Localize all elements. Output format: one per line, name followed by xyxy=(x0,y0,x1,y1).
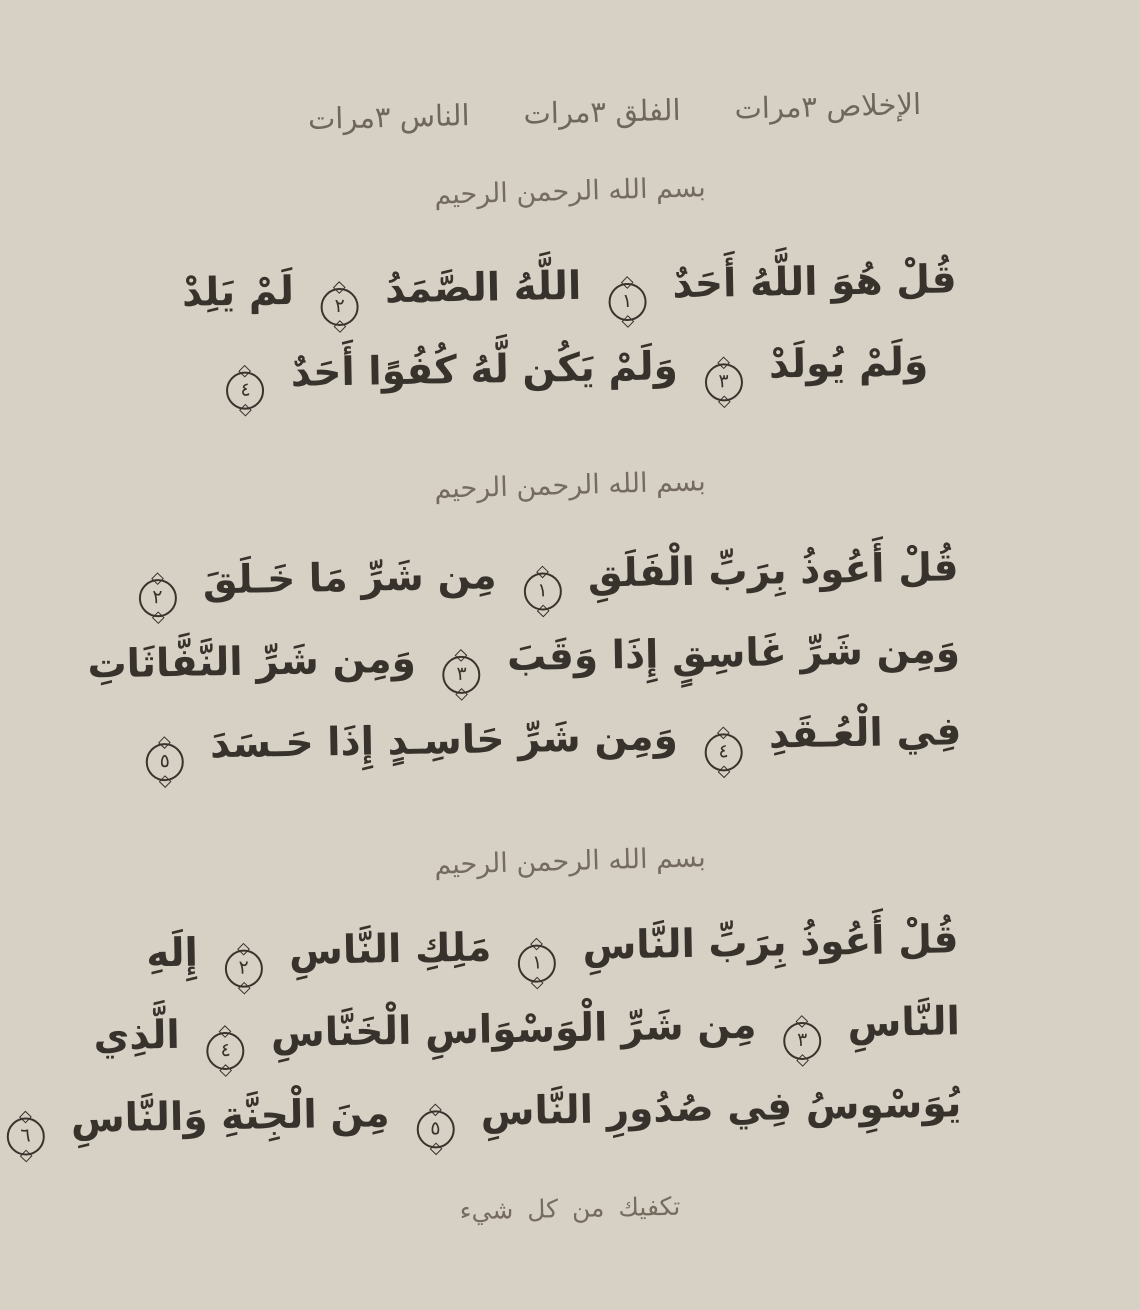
verse-line xyxy=(179,239,960,335)
verse-line xyxy=(93,981,961,1077)
verse-line xyxy=(145,899,959,995)
ayah-end-marker: ١ xyxy=(518,944,557,983)
quran-text-segment: مِنَ الْجِنَّةِ وَالنَّاسِ xyxy=(70,1091,390,1142)
ayah-end-marker: ٦ xyxy=(6,1117,45,1156)
verse-line xyxy=(20,1063,962,1159)
ayah-end-marker: ٢ xyxy=(320,287,359,326)
quran-text-segment: يُوَسْوِسُ فِي صُدُورِ النَّاسِ xyxy=(480,1081,962,1135)
quran-text-segment: الَّذِي xyxy=(93,1012,181,1060)
header-ikhlas-count: الإخلاص ٣مرات xyxy=(734,86,922,126)
quran-text-segment: إِلَهِ xyxy=(145,930,199,977)
quran-text-segment: قُلْ هُوَ اللَّهُ أَحَدٌ xyxy=(672,257,957,308)
ayah-end-marker: ١ xyxy=(608,282,647,321)
ayah-end-marker: ٥ xyxy=(416,1110,455,1149)
quran-text-segment: مِن شَرِّ مَا خَـلَقَ xyxy=(202,553,497,604)
ayah-end-marker: ٥ xyxy=(145,742,184,781)
surah-al-falaq-verses xyxy=(87,527,962,787)
ayah-end-marker: ٣ xyxy=(442,655,481,694)
quran-text-segment: وَلَمْ يَكُن لَّهُ كُفُوًا أَحَدٌ xyxy=(290,344,679,396)
verse-line xyxy=(159,691,962,787)
verse-line xyxy=(87,609,961,705)
ayah-end-marker: ٤ xyxy=(206,1031,245,1070)
quran-text-segment: وَمِن شَرِّ النَّفَّاثَاتِ xyxy=(87,636,417,688)
verse-line xyxy=(152,527,959,623)
quran-text-segment: مِن شَرِّ الْوَسْوَاسِ الْخَنَّاسِ xyxy=(270,1002,757,1057)
surah-al-ikhlas xyxy=(180,172,960,410)
header-nas-count: الناس ٣مرات xyxy=(307,98,470,136)
ayah-end-marker: ٤ xyxy=(704,733,743,772)
verse-line xyxy=(180,321,961,417)
surah-an-nas-verses xyxy=(20,899,962,1159)
header-falaq-count: الفلق ٣مرات xyxy=(523,92,681,131)
surah-al-falaq xyxy=(87,466,962,780)
bismillah: بسم الله الرحمن الرحيم xyxy=(433,466,707,505)
ayah-end-marker: ٣ xyxy=(704,362,743,401)
surah-an-nas xyxy=(20,842,962,1152)
bismillah: بسم الله الرحمن الرحيم xyxy=(433,842,707,881)
quran-text-segment: وَمِن شَرِّ غَاسِقٍ إِذَا وَقَبَ xyxy=(506,627,961,681)
quran-card-page xyxy=(20,0,1110,1310)
footer-caption: تكفيك من كل شيء xyxy=(459,1191,681,1226)
ayah-end-marker: ٤ xyxy=(226,371,265,410)
quran-text-segment: وَلَمْ يُولَدْ xyxy=(768,339,929,388)
ayah-end-marker: ٢ xyxy=(224,949,263,988)
quran-text-segment: فِي الْعُـقَدِ xyxy=(768,709,962,758)
ayah-end-marker: ٣ xyxy=(783,1021,822,1060)
ayah-end-marker: ٢ xyxy=(138,578,177,617)
quran-text-segment: قُلْ أَعُوذُ بِرَبِّ الْفَلَقِ xyxy=(587,545,959,597)
ayah-end-marker: ١ xyxy=(523,572,562,611)
quran-text-segment: مَلِكِ النَّاسِ xyxy=(288,925,492,974)
quran-text-segment: لَمْ يَلِدْ xyxy=(181,268,295,316)
quran-text-segment: وَمِن شَرِّ حَاسِـدٍ إِذَا حَـسَدَ xyxy=(209,714,679,768)
quran-text-segment: قُلْ أَعُوذُ بِرَبِّ النَّاسِ xyxy=(582,917,959,969)
bismillah: بسم الله الرحمن الرحيم xyxy=(433,172,707,211)
quran-text-segment: النَّاسِ xyxy=(847,999,961,1047)
content-column xyxy=(20,0,962,1226)
surah-al-ikhlas-verses xyxy=(179,239,962,417)
quran-text-segment: اللَّهُ الصَّمَدُ xyxy=(384,263,582,313)
recitation-header xyxy=(179,0,962,139)
